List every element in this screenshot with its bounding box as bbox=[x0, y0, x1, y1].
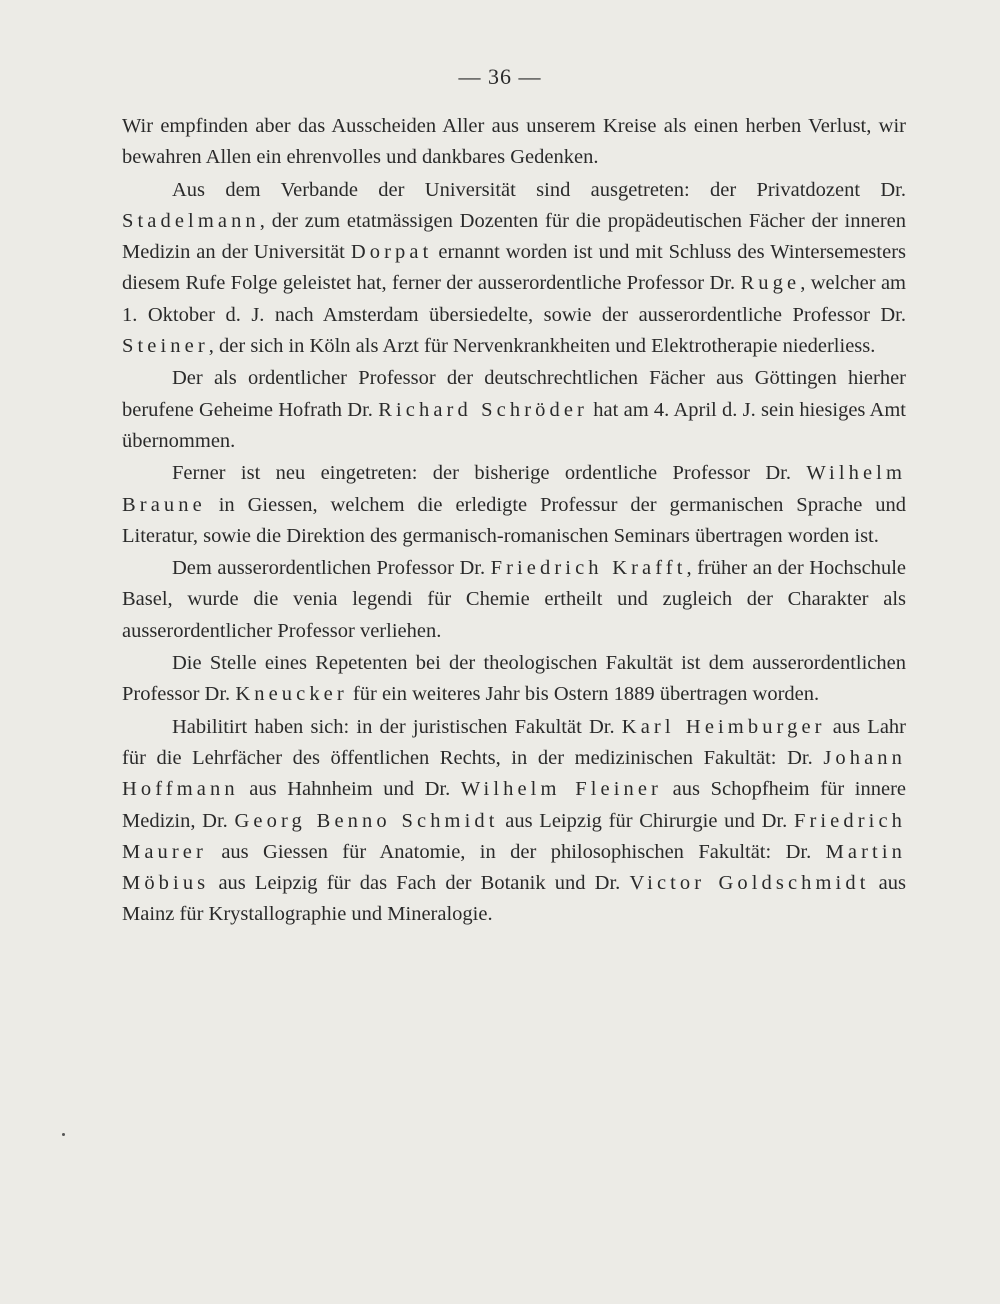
text-run: aus Giessen für Anatomie, in der philosophischen Fakultät: Dr. bbox=[206, 840, 826, 863]
paragraph bbox=[122, 553, 906, 647]
paragraph bbox=[122, 648, 906, 711]
text-run: Dem ausserordentlichen Professor Dr. bbox=[172, 557, 491, 580]
paragraph bbox=[122, 458, 906, 552]
text-run: Ferner ist neu eingetreten: der bisherige ordentliche Professor Dr. bbox=[172, 462, 807, 485]
spaced-name: Dorpat bbox=[350, 241, 433, 264]
text-run: aus Mainz für Krystallographie und Mineralogie. bbox=[122, 872, 906, 926]
text-run: Wir empfinden aber das Ausscheiden Aller aus unserem Kreise als einen herben Verlust, wir bewahren Allen ein ehrenvolles und dankbares Gedenken. bbox=[122, 115, 906, 169]
spaced-name: Richard Schröder bbox=[378, 398, 588, 421]
page-number: — 36 — bbox=[458, 64, 542, 89]
spaced-name: Steiner bbox=[122, 335, 209, 358]
paragraph bbox=[122, 363, 906, 457]
spaced-name: Ruge bbox=[740, 272, 801, 295]
text-run: Der als ordentlicher Professor der deutschrechtlichen Fächer aus Göttingen hierher berufene Geheime Hofrath Dr. bbox=[122, 367, 906, 421]
text-run: , der zum etatmässigen Dozenten für die propädeutischen Fächer der inneren Medizin an der Universität bbox=[122, 209, 906, 264]
text-run: aus Leipzig für das Fach der Botanik und Dr. bbox=[209, 872, 630, 895]
text-run: aus Leipzig für Chirurgie und Dr. bbox=[498, 809, 794, 832]
text-run: , der sich in Köln als Arzt für Nervenkrankheiten und Elektrotherapie niederliess. bbox=[208, 335, 876, 358]
paragraph bbox=[122, 712, 906, 931]
text-run: aus Hahnheim und Dr. bbox=[238, 778, 461, 801]
text-run: Aus dem Verbande der Universität sind ausgetreten: der Privatdozent Dr. bbox=[172, 178, 906, 201]
paragraph bbox=[122, 175, 906, 363]
spaced-name: Friedrich Maurer bbox=[122, 809, 906, 863]
spaced-name: Stadelmann bbox=[122, 209, 260, 232]
text-run: hat am 4. April d. J. sein hiesiges Amt übernommen. bbox=[122, 398, 906, 452]
spaced-name: Wilhelm Fleiner bbox=[460, 778, 662, 801]
text-run: , früher an der Hochschule Basel, wurde die venia legendi für Chemie ertheilt und zugleich der Charakter als ausserordentlicher Professor verliehen. bbox=[122, 557, 906, 642]
spaced-name: Victor Goldschmidt bbox=[629, 872, 870, 895]
text-run: Habilitirt haben sich: in der juristischen Fakultät Dr. bbox=[172, 715, 622, 738]
spaced-name: Wilhelm Braune bbox=[122, 462, 906, 516]
paragraph bbox=[122, 111, 906, 174]
spaced-name: Friedrich Krafft bbox=[490, 557, 687, 580]
spaced-name: Kneucker bbox=[235, 683, 348, 706]
text-run: , welcher am 1. Oktober d. J. nach Amsterdam übersiedelte, sowie der ausserordentliche Professor Dr. bbox=[122, 272, 906, 326]
text-run: aus Lahr für die Lehrfächer des öffentlichen Rechts, in der medizinischen Fakultät: Dr. bbox=[122, 715, 906, 769]
text-run: Die Stelle eines Repetenten bei der theologischen Fakultät ist dem ausserordentlichen Professor Dr. bbox=[122, 652, 906, 706]
text-run: in Giessen, welchem die erledigte Professur der germanischen Sprache und Literatur, sowie die Direktion des germanisch-romanischen Seminars übertragen worden ist. bbox=[122, 493, 906, 547]
spaced-name: Karl Heimburger bbox=[621, 715, 826, 738]
spaced-name: Johann Hoffmann bbox=[122, 746, 906, 801]
spaced-name: Georg Benno Schmidt bbox=[234, 809, 499, 832]
body-text bbox=[122, 111, 906, 932]
text-run: ernannt worden ist und mit Schluss des Wintersemesters diesem Rufe Folge geleistet hat, ferner der ausserordentliche Professor Dr. bbox=[122, 241, 906, 295]
spaced-name: Martin Möbius bbox=[122, 840, 906, 895]
text-run: aus Schopfheim für innere Medizin, Dr. bbox=[122, 778, 906, 832]
text-run: für ein weiteres Jahr bis Ostern 1889 übertragen worden. bbox=[347, 683, 820, 706]
paper-speck bbox=[62, 1133, 65, 1136]
